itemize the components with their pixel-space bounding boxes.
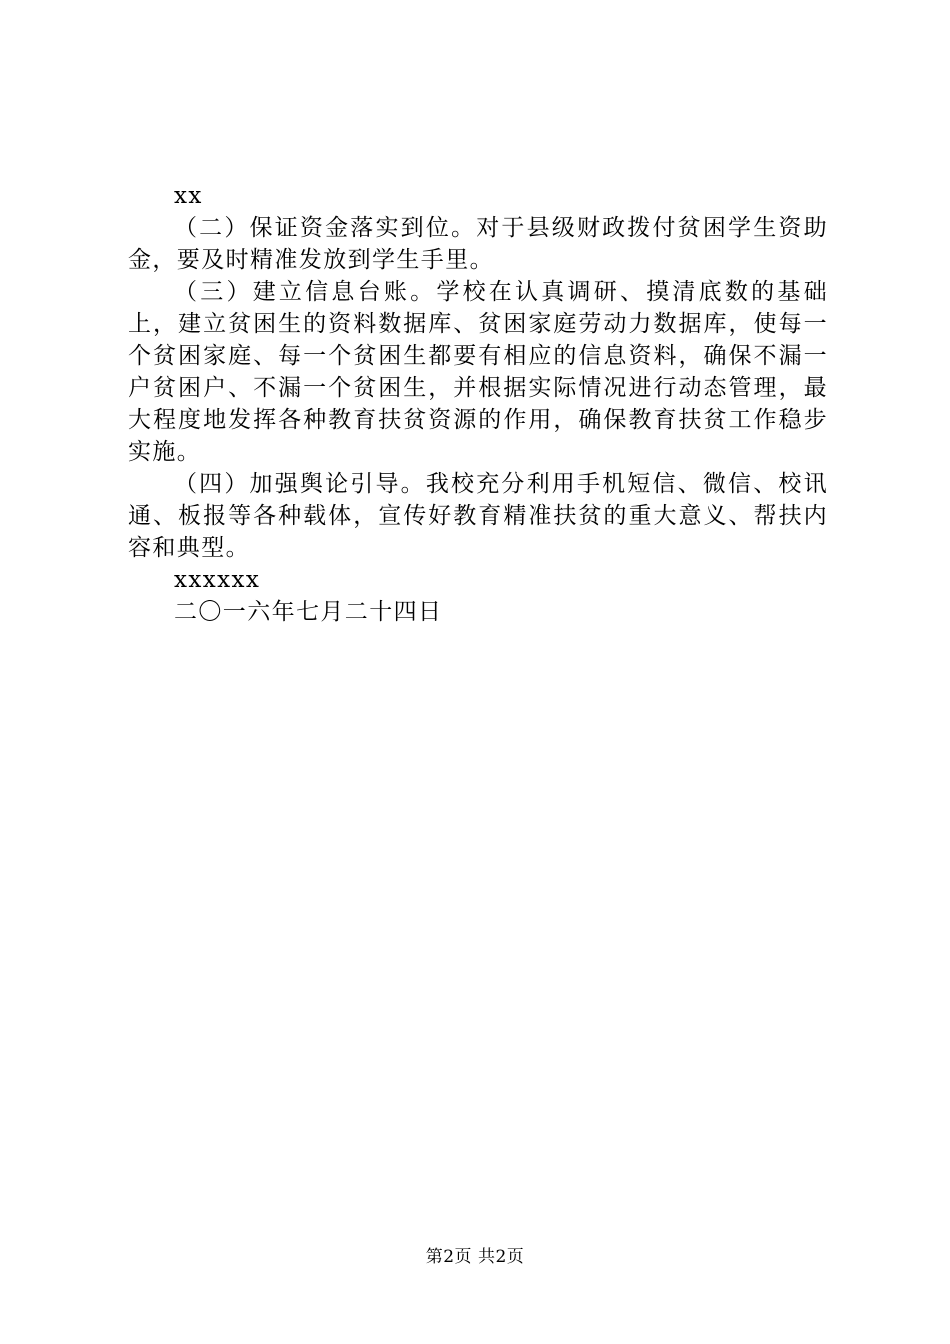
paragraph-publicity: （四）加强舆论引导。我校充分利用手机短信、微信、校讯通、板报等各种载体，宣传好教育精准扶贫的重大意义、帮扶内容和典型。 — [128, 471, 828, 561]
placeholder-line: xx — [174, 183, 203, 209]
page-footer: 第2页 共2页 — [425, 1247, 525, 1267]
document-body — [128, 180, 828, 628]
signature-line: xxxxxx — [174, 567, 261, 593]
date-line: 二〇一六年七月二十四日 — [174, 599, 443, 625]
paragraph-funding: （二）保证资金落实到位。对于县级财政拨付贫困学生资助金，要及时精准发放到学生手里。 — [128, 215, 828, 273]
paragraph-ledger: （三）建立信息台账。学校在认真调研、摸清底数的基础上，建立贫困生的资料数据库、贫困家庭劳动力数据库，使每一个贫困家庭、每一个贫困生都要有相应的信息资料，确保不漏一户贫困户、不漏一个贫困生，并根据实际情况进行动态管理，最大程度地发挥各种教育扶贫资源的作用，确保教育扶贫工作稳步实施。 — [128, 279, 828, 465]
